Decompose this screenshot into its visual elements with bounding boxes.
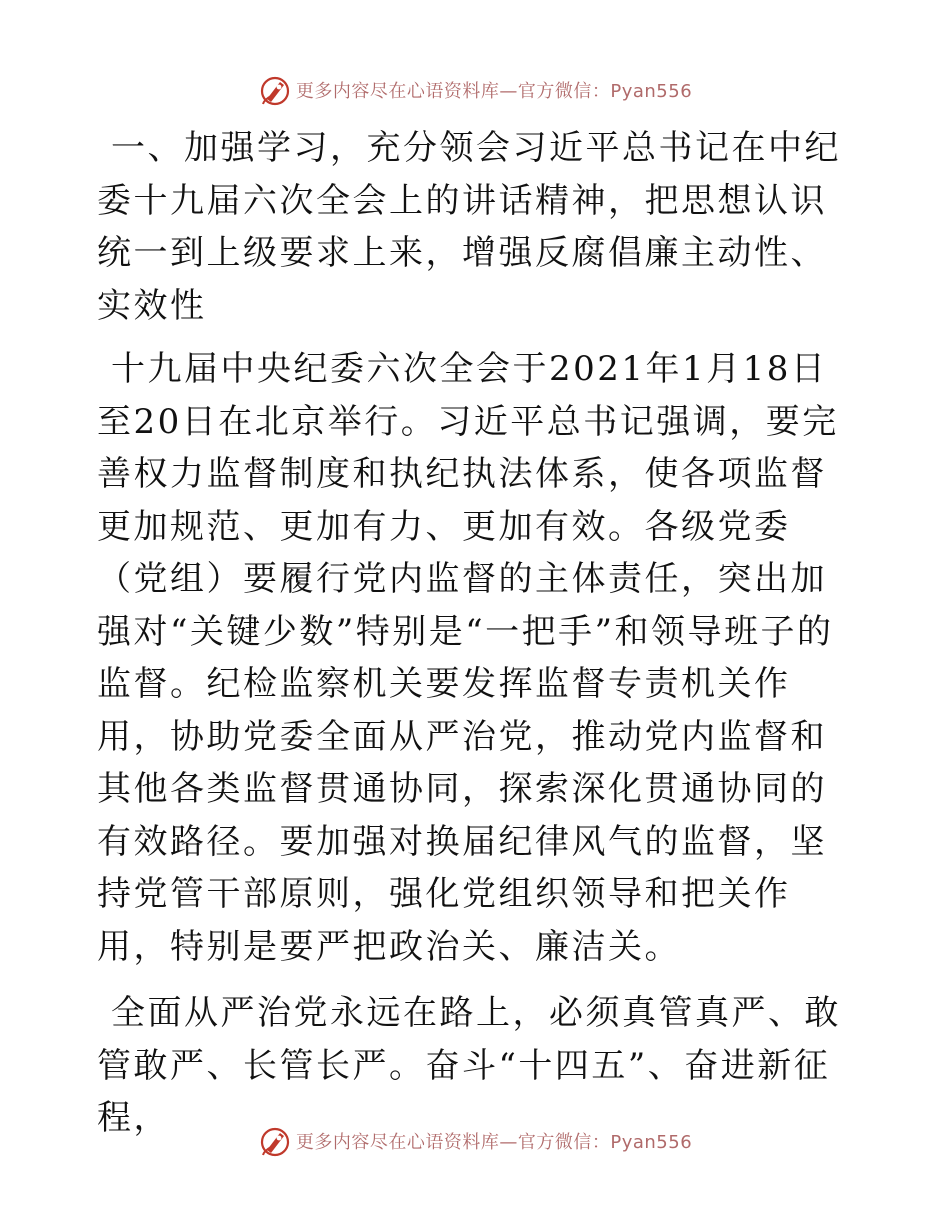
section-heading: 一、加强学习，充分领会习近平总书记在中纪委十九届六次全会上的讲话精神，把思想认识统一到上级要求上来，增强反腐倡廉主动性、实效性 [97, 128, 841, 326]
document-body [97, 122, 857, 1145]
wechat-id: Pyan556 [610, 81, 693, 102]
header-watermark-banner [0, 70, 950, 110]
banner-text: 更多内容尽在心语资料库—官方微信： [295, 81, 611, 102]
pen-logo-icon [258, 73, 292, 107]
banner-text: 更多内容尽在心语资料库—官方微信： [295, 1132, 611, 1153]
footer-watermark-banner [0, 1121, 950, 1161]
body-paragraph-1: 十九届中央纪委六次全会于2021年1月18日至20日在北京举行。习近平总书记强调，要完善权力监督制度和执纪执法体系，使各项监督更加规范、更加有力、更加有效。各级党委（党组）要履行党内监督的主体责任，突出加强对“关键少数”特别是“一把手”和领导班子的监督。纪检监察机关要发挥监督专责机关作用，协助党委全面从严治党，推动党内监督和其他各类监督贯通协同，探索深化贯通协同的有效路径。要加强对换届纪律风气的监督，坚持党管干部原则，强化党组织领导和把关作用，特别是要严把政治关、廉洁关。 [97, 349, 839, 967]
pen-logo-icon [258, 1124, 292, 1158]
wechat-id: Pyan556 [610, 1132, 693, 1153]
body-paragraph-2: 全面从严治党永远在路上，必须真管真严、敢管敢严、长管长严。奋斗“十四五”、奋进新征程， [97, 993, 841, 1138]
